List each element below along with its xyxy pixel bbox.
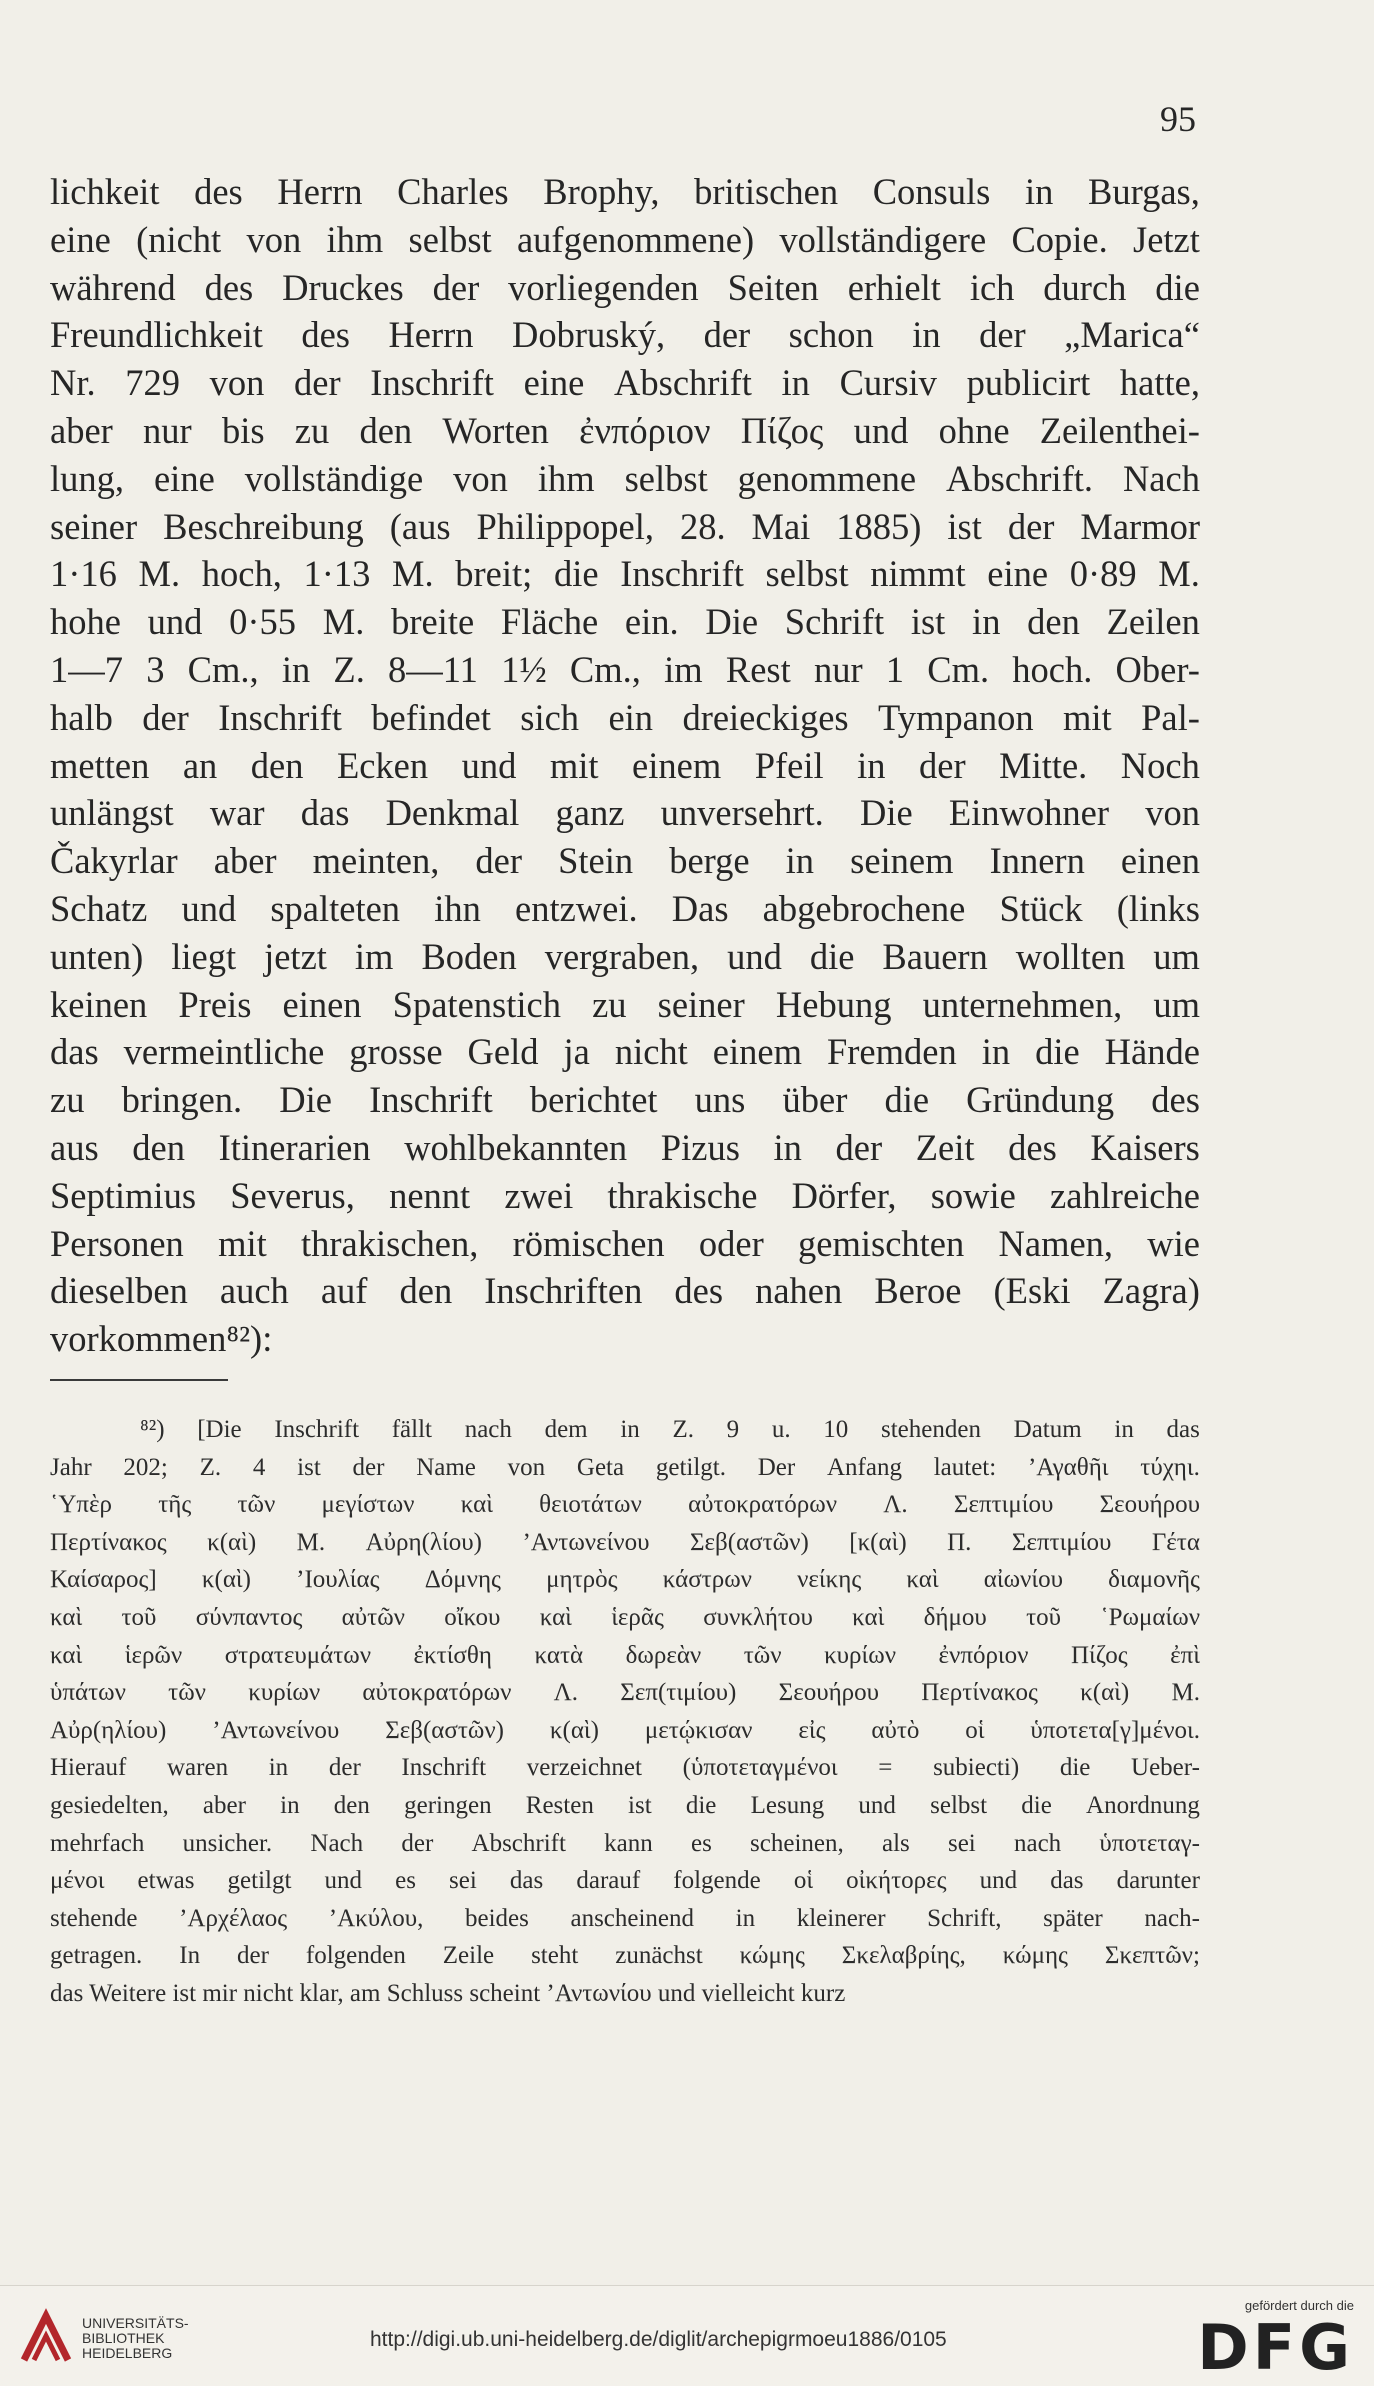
text-line: während des Druckes der vorliegenden Seiten erhielt ich durch die [50, 266, 1200, 308]
text-line: Περτίνακος κ(αὶ) Μ. Αὐρη(λίου) ’Αντωνείνου Σεβ(αστῶν) [κ(αὶ) Π. Σεπτιμίου Γέτα [50, 1528, 1200, 1556]
footnote-rule [50, 1379, 228, 1381]
text-line: Septimius Severus, nennt zwei thrakische Dörfer, sowie zahlreiche [50, 1174, 1200, 1216]
text-line: das Weitere ist mir nicht klar, am Schluss scheint ’Αντωνίου und vielleicht kurz [50, 1979, 846, 2007]
page-number: 95 [1160, 99, 1196, 139]
funder-block [1197, 2298, 1354, 2384]
text-line: ὑπάτων τῶν κυρίων αὐτοκρατόρων Λ. Σεπ(τιμίου) Σεουήρου Περτίνακος κ(αὶ) Μ. [50, 1679, 1200, 1707]
text-line: ⁸²) [Die Inschrift fällt nach dem in Z. 9 u. 10 stehenden Datum in das [140, 1416, 1200, 1443]
text-line: getragen. In der folgenden Zeile steht zunächst κώμης Σκελαβρίης, κώμης Σκεπτῶν; [50, 1942, 1200, 1970]
text-line: Schatz und spalteten ihn entzwei. Das abgebrochene Stück (links [50, 887, 1200, 929]
dfg-logo: DFG [1197, 2311, 1354, 2384]
text-line: Αὐρ(ηλίου) ’Αντωνείνου Σεβ(αστῶν) κ(αὶ) μετῴκισαν εἰς αὐτὸ οἱ ὑποτετα[γ]μένοι. [50, 1716, 1200, 1744]
text-line: das vermeintliche grosse Geld ja nicht einem Fremden in die Hände [50, 1031, 1200, 1073]
text-line: vorkommen⁸²): [50, 1318, 273, 1360]
text-line: stehende ’Αρχέλαος ’Ακύλου, beides anscheinend in kleinerer Schrift, später nach- [50, 1904, 1200, 1932]
heidelberg-library-logo-icon [16, 2308, 76, 2368]
text-line: gesiedelten, aber in den geringen Resten ist die Lesung und selbst die Anordnung [50, 1791, 1200, 1819]
text-line: eine (nicht von ihm selbst aufgenommene) vollständigere Copie. Jetzt [50, 218, 1200, 260]
text-line: Nr. 729 von der Inschrift eine Abschrift in Cursiv publicirt hatte, [50, 362, 1200, 404]
text-line: aber nur bis zu den Worten ἐνπόριον Πίζος und ohne Zeilenthei- [50, 409, 1200, 451]
text-line: zu bringen. Die Inschrift berichtet uns über die Gründung des [50, 1079, 1200, 1121]
text-line: μένοι etwas getilgt und es sei das darauf folgende οἱ οἰκήτορες und das darunter [50, 1867, 1200, 1895]
text-line: 1·16 M. hoch, 1·13 M. breit; die Inschrift selbst nimmt eine 0·89 M. [50, 553, 1200, 595]
text-line: Freundlichkeit des Herrn Dobruský, der schon in der „Marica“ [50, 314, 1200, 356]
text-line: hohe und 0·55 M. breite Fläche ein. Die Schrift ist in den Zeilen [50, 601, 1200, 643]
text-line: seiner Beschreibung (aus Philippopel, 28. Mai 1885) ist der Marmor [50, 505, 1200, 547]
text-line: lichkeit des Herrn Charles Brophy, britischen Consuls in Burgas, [50, 171, 1200, 212]
text-line: Čakyrlar aber meinten, der Stein berge in seinem Innern einen [50, 840, 1200, 882]
text-line: Καίσαρος] κ(αὶ) ’Ιουλίας Δόμνης μητρὸς κάστρων νείκης καὶ αἰωνίου διαμονῆς [50, 1566, 1200, 1594]
institution-name [82, 2316, 189, 2361]
institution-line: HEIDELBERG [82, 2345, 173, 2361]
text-line: keinen Preis einen Spatenstich zu seiner Hebung unternehmen, um [50, 983, 1200, 1025]
text-line: Hierauf waren in der Inschrift verzeichnet (ὑποτεταγμένοι = subiecti) die Ueber- [50, 1754, 1200, 1782]
permalink-url[interactable]: http://digi.ub.uni-heidelberg.de/diglit/archepigrmoeu1886/0105 [370, 2328, 947, 2351]
text-line: unten) liegt jetzt im Boden vergraben, und die Bauern wollten um [50, 935, 1200, 977]
text-line: halb der Inschrift befindet sich ein dreieckiges Tympanon mit Pal- [50, 696, 1200, 738]
funded-by-label: gefördert durch die [1244, 2298, 1354, 2313]
text-line: 1—7 3 Cm., in Z. 8—11 1½ Cm., im Rest nur 1 Cm. hoch. Ober- [50, 648, 1200, 690]
text-line: metten an den Ecken und mit einem Pfeil in der Mitte. Noch [50, 744, 1200, 786]
body-text [50, 168, 1200, 1363]
footnote [50, 1411, 1200, 2013]
footer-bar [0, 2285, 1374, 2386]
text-line: dieselben auch auf den Inschriften des nahen Beroe (Eski Zagra) [50, 1270, 1200, 1312]
text-line: unlängst war das Denkmal ganz unversehrt. Die Einwohner von [50, 792, 1200, 834]
text-line: aus den Itinerarien wohlbekannten Pizus in der Zeit des Kaisers [50, 1126, 1200, 1168]
text-line: mehrfach unsicher. Nach der Abschrift kann es scheinen, als sei nach ὑποτεταγ- [50, 1829, 1200, 1857]
text-line: Personen mit thrakischen, römischen oder gemischten Namen, wie [50, 1222, 1200, 1264]
text-line: καὶ ἱερῶν στρατευμάτων ἐκτίσθη κατὰ δωρεὰν τῶν κυρίων ἐνπόριον Πίζος ἐπὶ [50, 1641, 1200, 1669]
text-line: ῾Υπὲρ τῆς τῶν μεγίστων καὶ θειοτάτων αὐτοκρατόρων Λ. Σεπτιμίου Σεουήρου [50, 1491, 1200, 1519]
institution-line: UNIVERSITÄTS- [82, 2315, 189, 2331]
text-line: lung, eine vollständige von ihm selbst genommene Abschrift. Nach [50, 457, 1200, 499]
institution-line: BIBLIOTHEK [82, 2330, 165, 2346]
text-line: Jahr 202; Z. 4 ist der Name von Geta getilgt. Der Anfang lautet: ’Αγαθῆι τύχηι. [50, 1453, 1200, 1481]
text-line: καὶ τοῦ σύνπαντος αὐτῶν οἴκου καὶ ἱερᾶς συνκλήτου καὶ δήμου τοῦ ῾Ρωμαίων [50, 1603, 1200, 1631]
